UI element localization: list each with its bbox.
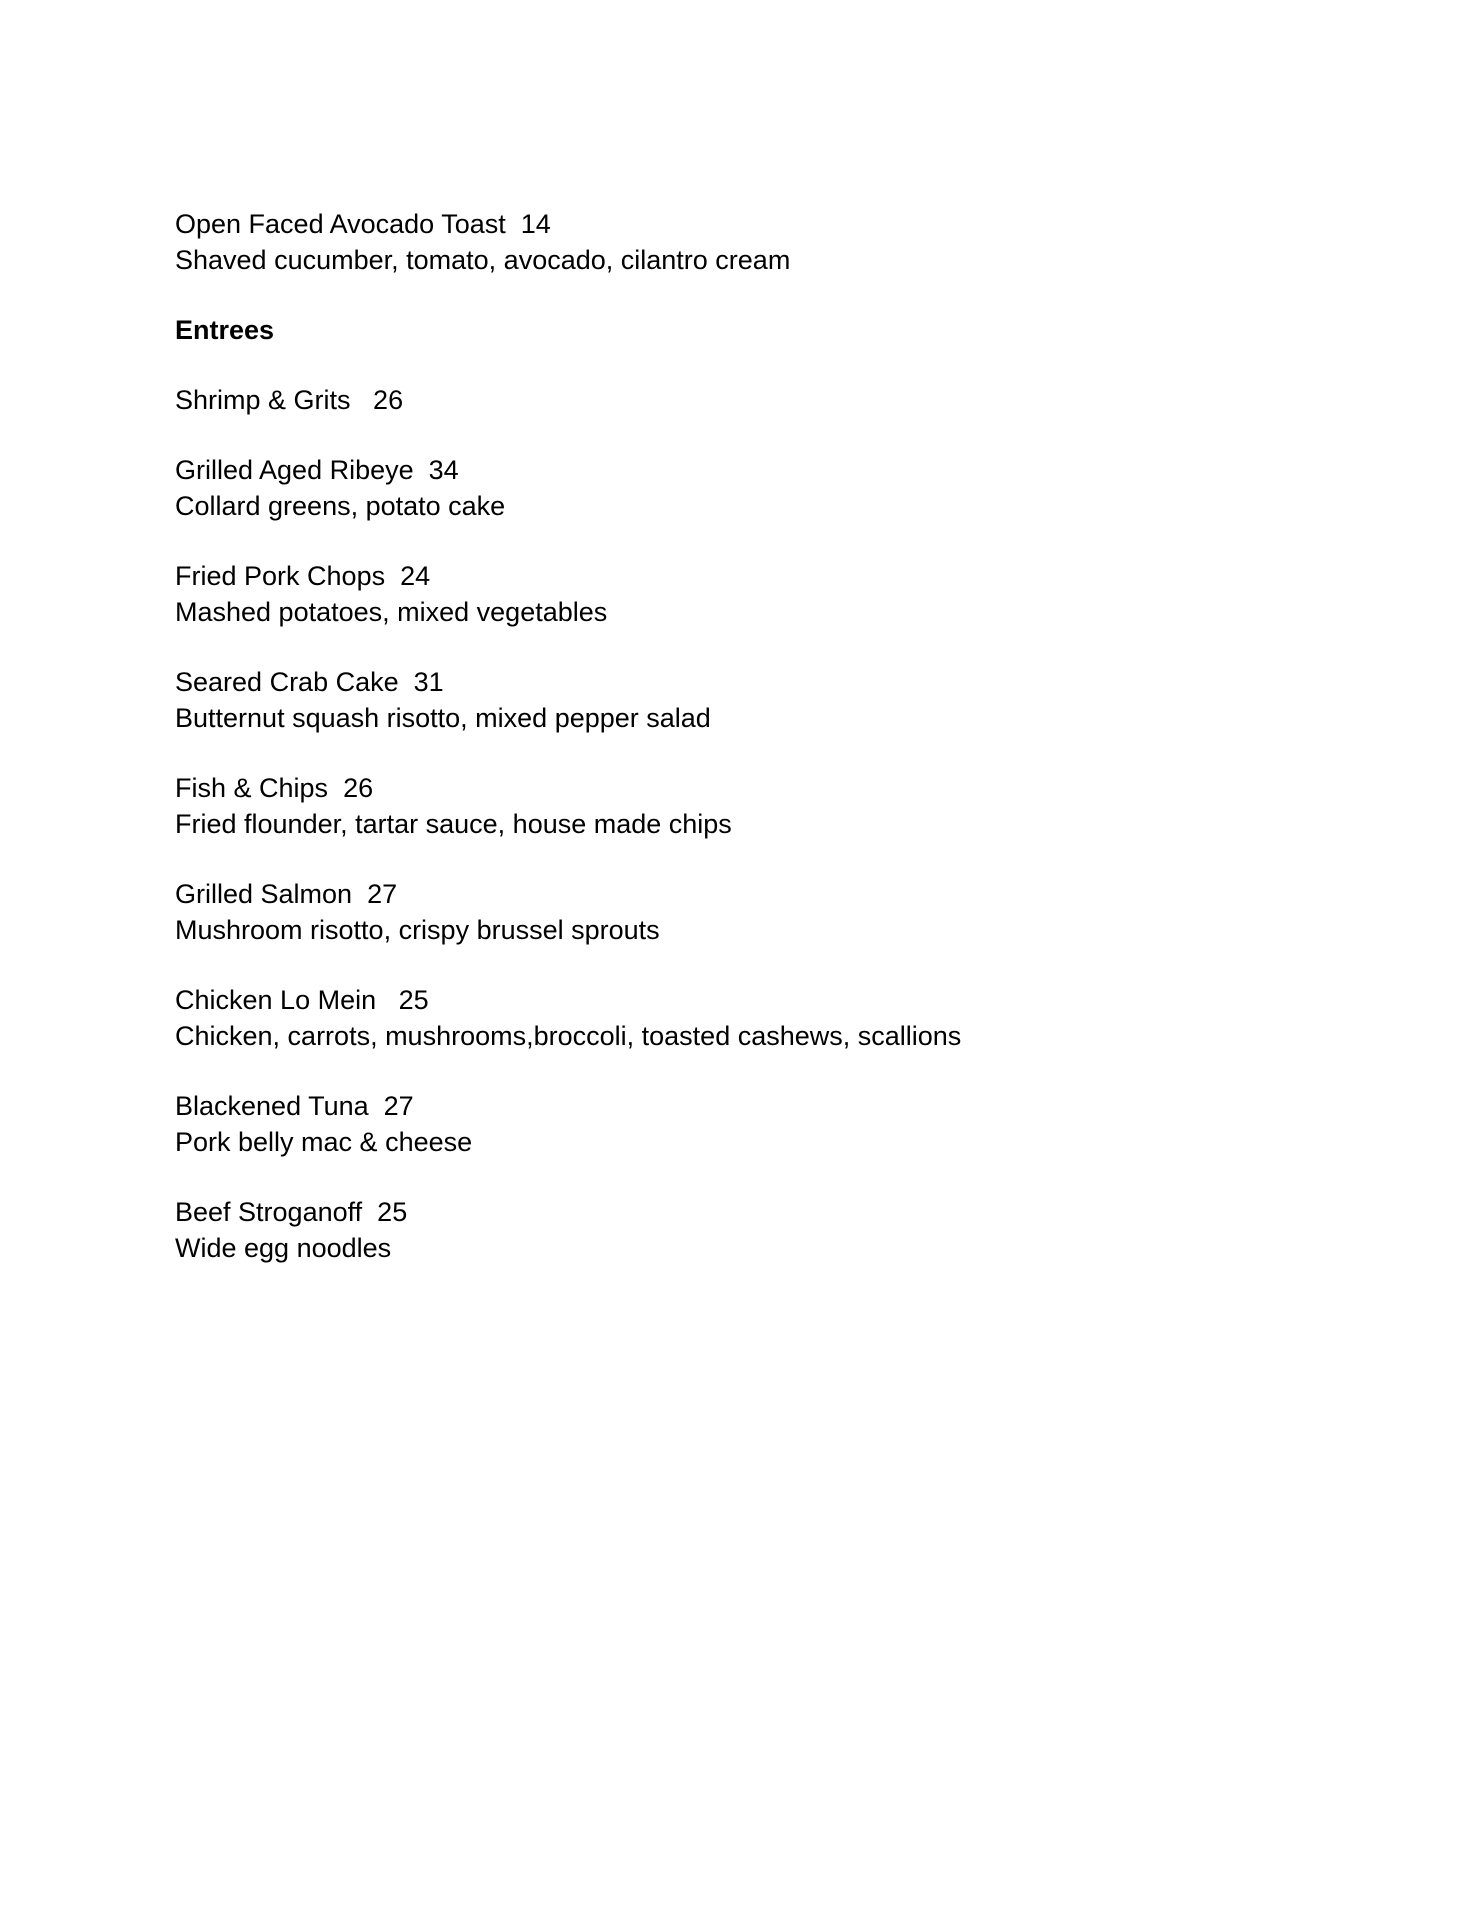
- menu-item-title-line: [175, 452, 1325, 488]
- menu-item-fish-chips: [175, 770, 1325, 842]
- menu-item-title-line: [175, 876, 1325, 912]
- menu-item-title-line: [175, 770, 1325, 806]
- menu-item-description: Collard greens, potato cake: [175, 491, 506, 521]
- menu-item-name: Grilled Salmon: [175, 879, 353, 909]
- menu-item-price: 27: [367, 879, 398, 909]
- menu-item-price: 25: [398, 985, 429, 1015]
- menu-item-name: Shrimp & Grits: [175, 385, 351, 415]
- menu-item-description: Fried flounder, tartar sauce, house made chips: [175, 809, 732, 839]
- menu-item-lo-mein: [175, 982, 1325, 1054]
- section-heading-entrees: Entrees: [175, 315, 275, 345]
- menu-item-description: Pork belly mac & cheese: [175, 1127, 473, 1157]
- menu-item-price: 26: [343, 773, 374, 803]
- menu-item-tuna: [175, 1088, 1325, 1160]
- menu-item-description: Wide egg noodles: [175, 1233, 392, 1263]
- menu-item-title-line: [175, 1088, 1325, 1124]
- menu-item-price: 25: [377, 1197, 408, 1227]
- menu-content: [175, 206, 1325, 1300]
- menu-item-name: Fried Pork Chops: [175, 561, 386, 591]
- menu-item-name: Blackened Tuna: [175, 1091, 369, 1121]
- menu-item-stroganoff: [175, 1194, 1325, 1266]
- menu-item-salmon: [175, 876, 1325, 948]
- menu-item-price: 14: [520, 209, 551, 239]
- menu-item-name: Grilled Aged Ribeye: [175, 455, 414, 485]
- menu-item-crab-cake: [175, 664, 1325, 736]
- menu-item-title-line: [175, 664, 1325, 700]
- menu-item-price: 34: [428, 455, 459, 485]
- menu-item-title-line: [175, 558, 1325, 594]
- menu-item-name: Open Faced Avocado Toast: [175, 209, 506, 239]
- menu-item-description: Mushroom risotto, crispy brussel sprouts: [175, 915, 660, 945]
- menu-item-name: Beef Stroganoff: [175, 1197, 363, 1227]
- menu-item-price: 26: [373, 385, 404, 415]
- menu-item-description: Chicken, carrots, mushrooms,broccoli, toasted cashews, scallions: [175, 1021, 962, 1051]
- menu-item-title-line: [175, 1194, 1325, 1230]
- menu-item-name: Seared Crab Cake: [175, 667, 399, 697]
- menu-item-ribeye: [175, 452, 1325, 524]
- menu-item-description: Butternut squash risotto, mixed pepper salad: [175, 703, 711, 733]
- menu-item-price: 27: [383, 1091, 414, 1121]
- menu-item-price: 24: [400, 561, 431, 591]
- menu-item-pork-chops: [175, 558, 1325, 630]
- menu-item-price: 31: [413, 667, 444, 697]
- menu-item-title-line: [175, 382, 1325, 418]
- menu-item-description: Mashed potatoes, mixed vegetables: [175, 597, 608, 627]
- menu-item-shrimp-grits: [175, 382, 1325, 418]
- menu-item-title-line: [175, 206, 1325, 242]
- menu-item-title-line: [175, 982, 1325, 1018]
- menu-item-name: Chicken Lo Mein: [175, 985, 377, 1015]
- menu-item-description: Shaved cucumber, tomato, avocado, cilantro cream: [175, 245, 791, 275]
- menu-item-name: Fish & Chips: [175, 773, 329, 803]
- menu-item-avocado-toast: [175, 206, 1325, 278]
